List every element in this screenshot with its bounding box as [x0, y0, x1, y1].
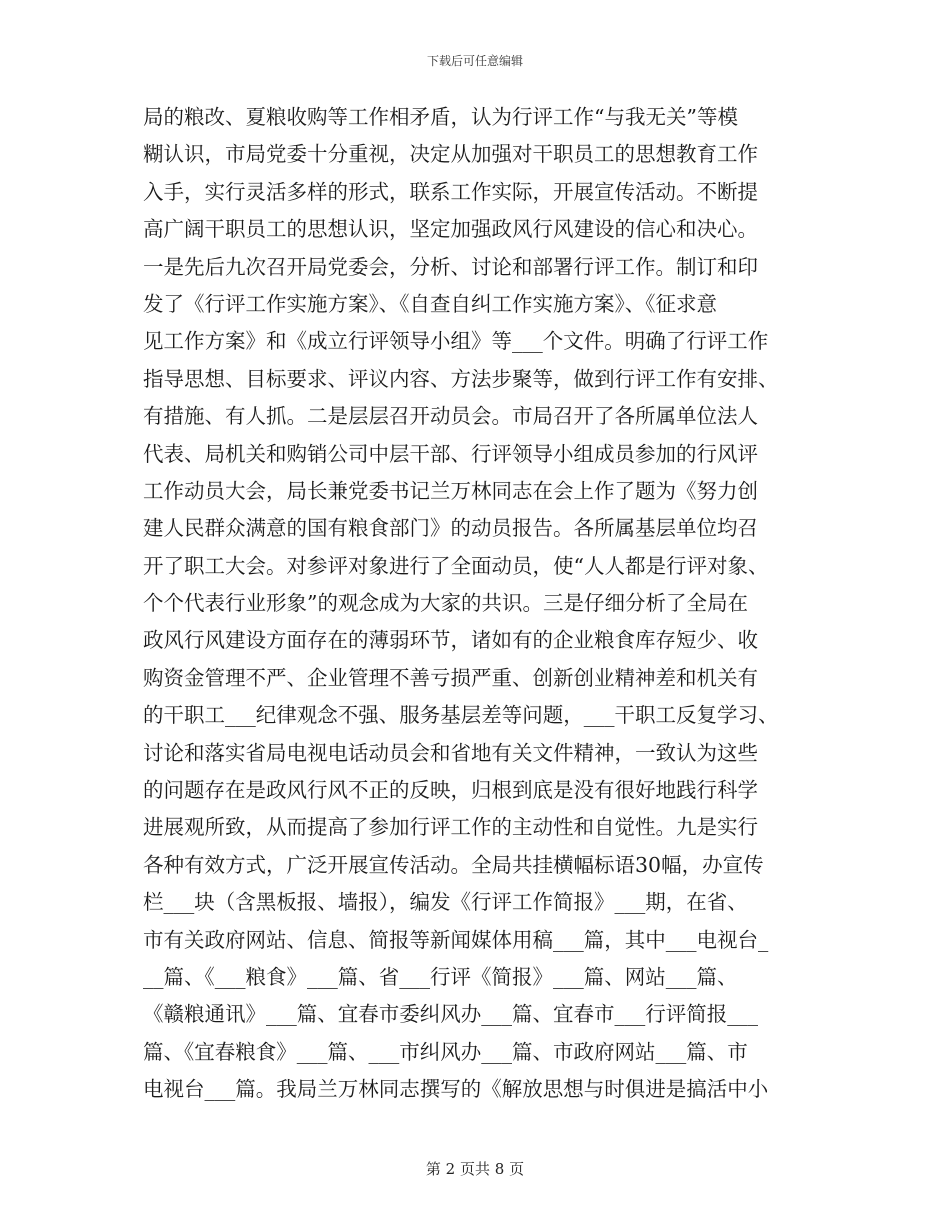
body-line-13: 开了职工大会。对参评对象进行了全面动员，使“人人都是行评对象、 [143, 553, 769, 578]
body-text [143, 99, 803, 1109]
body-line-7: 见工作方案》和《成立行评领导小组》等___个文件。明确了行评工作 [143, 329, 769, 354]
body-line-26: 篇、《宜春粮食》___篇、___市纠风办___篇、市政府网站___篇、市 [143, 1039, 748, 1064]
page-footer: 第 2 页共 8 页 [425, 1160, 525, 1178]
body-line-10: 代表、局机关和购销公司中层干部、行评领导小组成员参加的行风评 [143, 441, 758, 466]
body-line-19: 的问题存在是政风行风不正的反映，归根到底是没有很好地践行科学 [143, 778, 758, 803]
body-line-21: 各种有效方式，广泛开展宣传活动。全局共挂横幅标语30幅，办宣传 [143, 852, 764, 877]
body-line-8: 指导思想、目标要求、评议内容、方法步聚等，做到行评工作有安排、 [143, 366, 779, 391]
body-line-17: 的干职工___纪律观念不强、服务基层差等问题，___干职工反复学习、 [143, 703, 779, 728]
body-line-20: 进展观所致，从而提高了参加行评工作的主动性和自觉性。九是实行 [143, 815, 758, 840]
body-line-24: __篇、《___粮食》___篇、省___行评《简报》___篇、网站___篇、 [143, 964, 738, 989]
body-line-23: 市有关政府网站、信息、简报等新闻媒体用稿___篇，其中___电视台_ [143, 927, 769, 952]
body-line-18: 讨论和落实省局电视电话动员会和省地有关文件精神，一致认为这些 [143, 740, 758, 765]
body-line-22: 栏___块（含黑板报、墙报），编发《行评工作简报》___期，在省、 [143, 890, 748, 915]
page-header: 下载后可任意编辑 [426, 54, 523, 68]
body-line-16: 购资金管理不严、企业管理不善亏损严重、创新创业精神差和机关有 [143, 665, 758, 690]
body-line-2: 糊认识，市局党委十分重视，决定从加强对干职员工的思想教育工作 [143, 142, 758, 167]
body-line-14: 个个代表行业形象”的观念成为大家的共识。三是仔细分析了全局在 [143, 591, 748, 616]
body-line-6: 发了《行评工作实施方案》、《自查自纠工作实施方案》、《征求意 [143, 291, 717, 316]
body-line-12: 建人民群众满意的国有粮食部门》的动员报告。各所属基层单位均召 [143, 516, 758, 541]
body-line-11: 工作动员大会，局长兼党委书记兰万林同志在会上作了题为《努力创 [143, 478, 758, 503]
body-line-15: 政风行风建设方面存在的薄弱环节，诸如有的企业粮食库存短少、收 [143, 628, 758, 653]
body-line-1: 局的粮改、夏粮收购等工作相矛盾，认为行评工作“与我无关”等模 [143, 105, 738, 129]
body-line-9: 有措施、有人抓。二是层层召开动员会。市局召开了各所属单位法人 [143, 404, 758, 429]
body-line-4: 高广阔干职员工的思想认识，坚定加强政风行风建设的信心和决心。 [143, 217, 758, 242]
body-line-27: 电视台___篇。我局兰万林同志撰写的《解放思想与时俱进是搞活中小 [143, 1077, 769, 1102]
body-line-3: 入手，实行灵活多样的形式，联系工作实际，开展宣传活动。不断提 [143, 179, 758, 204]
body-line-25: 《赣粮通讯》___篇、宜春市委纠风办___篇、宜春市___行评简报___ [143, 1002, 758, 1027]
body-line-5: 一是先后九次召开局党委会，分析、讨论和部署行评工作。制订和印 [143, 254, 758, 279]
